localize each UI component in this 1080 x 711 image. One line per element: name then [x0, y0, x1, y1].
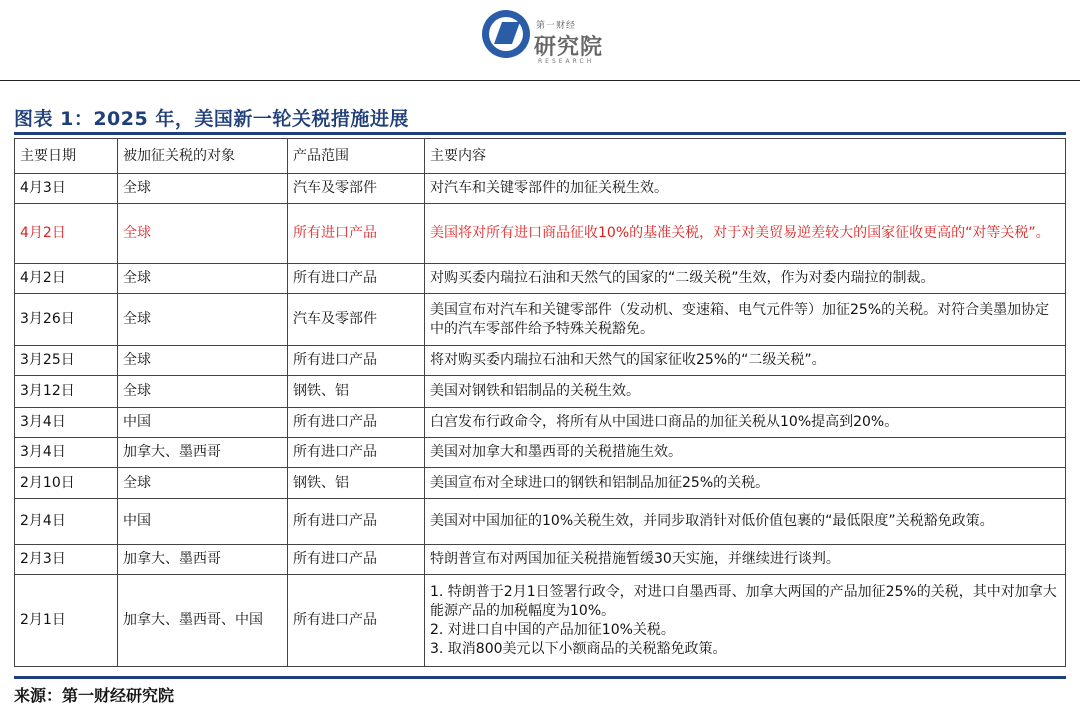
- cell-target: 全球: [118, 204, 288, 264]
- cell-content: 美国宣布对汽车和关键零部件（发动机、变速箱、电气元件等）加征25%的关税。对符合美墨加协定中的汽车零部件给予特殊关税豁免。: [425, 294, 1066, 346]
- cell-target: 全球: [118, 468, 288, 499]
- cell-scope: 所有进口产品: [288, 438, 425, 468]
- cell-target: 加拿大、墨西哥: [118, 438, 288, 468]
- cell-content: 美国宣布对全球进口的钢铁和铝制品加征25%的关税。: [425, 468, 1066, 499]
- cell-date: 4月2日: [15, 204, 118, 264]
- cell-scope: 所有进口产品: [288, 499, 425, 545]
- cell-date: 3月26日: [15, 294, 118, 346]
- cell-date: 3月4日: [15, 438, 118, 468]
- cell-date: 3月4日: [15, 408, 118, 438]
- table-row: [15, 204, 1066, 264]
- cell-scope: 所有进口产品: [288, 545, 425, 575]
- content-line: 3. 取消800美元以下小额商品的关税豁免政策。: [430, 640, 727, 657]
- tariff-table: [14, 138, 1066, 667]
- cell-target: 中国: [118, 408, 288, 438]
- cell-content: 将对购买委内瑞拉石油和天然气的国家征收25%的“二级关税”。: [425, 346, 1066, 376]
- cell-content: 美国对钢铁和铝制品的关税生效。: [425, 376, 1066, 408]
- table-row: [15, 468, 1066, 499]
- cell-target: 全球: [118, 346, 288, 376]
- cell-target: 加拿大、墨西哥、中国: [118, 575, 288, 667]
- table-row: [15, 346, 1066, 376]
- logo-text-sub: RESEARCH: [538, 58, 595, 65]
- table-row: [15, 438, 1066, 468]
- table-row: [15, 264, 1066, 294]
- cell-scope: 所有进口产品: [288, 264, 425, 294]
- source-note: 来源：第一财经研究院: [14, 686, 175, 705]
- cell-target: 全球: [118, 294, 288, 346]
- table-row: [15, 545, 1066, 575]
- cell-scope: 钢铁、铝: [288, 468, 425, 499]
- cell-date: 3月12日: [15, 376, 118, 408]
- cell-target: 全球: [118, 264, 288, 294]
- cell-date: 4月2日: [15, 264, 118, 294]
- cell-scope: 所有进口产品: [288, 346, 425, 376]
- table-row: [15, 174, 1066, 204]
- logo-mark-icon: [480, 8, 532, 60]
- brand-logo: [480, 8, 610, 66]
- table-row: [15, 575, 1066, 667]
- header-target: 被加征关税的对象: [118, 139, 288, 174]
- cell-scope: 所有进口产品: [288, 575, 425, 667]
- cell-scope: 所有进口产品: [288, 408, 425, 438]
- table-row: [15, 376, 1066, 408]
- header-content: 主要内容: [425, 139, 1066, 174]
- cell-target: 中国: [118, 499, 288, 545]
- cell-content: [425, 575, 1066, 667]
- page-header: [0, 0, 1080, 81]
- cell-scope: 汽车及零部件: [288, 294, 425, 346]
- content-line: 2. 对进口自中国的产品加征10%关税。: [430, 621, 675, 638]
- header-scope: 产品范围: [288, 139, 425, 174]
- cell-scope: 钢铁、铝: [288, 376, 425, 408]
- cell-date: 2月1日: [15, 575, 118, 667]
- cell-target: 全球: [118, 174, 288, 204]
- header-date: 主要日期: [15, 139, 118, 174]
- bottom-rule: [14, 676, 1066, 679]
- figure-title: 图表 1：2025 年，美国新一轮关税措施进展: [14, 108, 409, 130]
- table-header-row: [15, 139, 1066, 174]
- title-rule: [14, 132, 1066, 135]
- cell-date: 2月4日: [15, 499, 118, 545]
- cell-content: 美国对中国加征的10%关税生效，并同步取消针对低价值包裹的“最低限度”关税豁免政策。: [425, 499, 1066, 545]
- cell-content: 美国将对所有进口商品征收10%的基准关税，对于对美贸易逆差较大的国家征收更高的“对等关税”。: [425, 204, 1066, 264]
- cell-date: 3月25日: [15, 346, 118, 376]
- logo-text-main: 研究院: [534, 35, 604, 60]
- table-body: [15, 174, 1066, 667]
- cell-scope: 汽车及零部件: [288, 174, 425, 204]
- logo-text-top: 第一财经: [536, 21, 577, 31]
- cell-content: 特朗普宣布对两国加征关税措施暂缓30天实施，并继续进行谈判。: [425, 545, 1066, 575]
- cell-content: 白宫发布行政命令，将所有从中国进口商品的加征关税从10%提高到20%。: [425, 408, 1066, 438]
- cell-date: 4月3日: [15, 174, 118, 204]
- table-row: [15, 499, 1066, 545]
- table-row: [15, 294, 1066, 346]
- cell-content: 对购买委内瑞拉石油和天然气的国家的“二级关税”生效，作为对委内瑞拉的制裁。: [425, 264, 1066, 294]
- cell-target: 全球: [118, 376, 288, 408]
- cell-date: 2月10日: [15, 468, 118, 499]
- cell-target: 加拿大、墨西哥: [118, 545, 288, 575]
- content-line: 1. 特朗普于2月1日签署行政令，对进口自墨西哥、加拿大两国的产品加征25%的关税，其中对加拿大能源产品的加税幅度为10%。: [430, 583, 1057, 619]
- cell-scope: 所有进口产品: [288, 204, 425, 264]
- cell-date: 2月3日: [15, 545, 118, 575]
- cell-content: 美国对加拿大和墨西哥的关税措施生效。: [425, 438, 1066, 468]
- cell-content: 对汽车和关键零部件的加征关税生效。: [425, 174, 1066, 204]
- table-row: [15, 408, 1066, 438]
